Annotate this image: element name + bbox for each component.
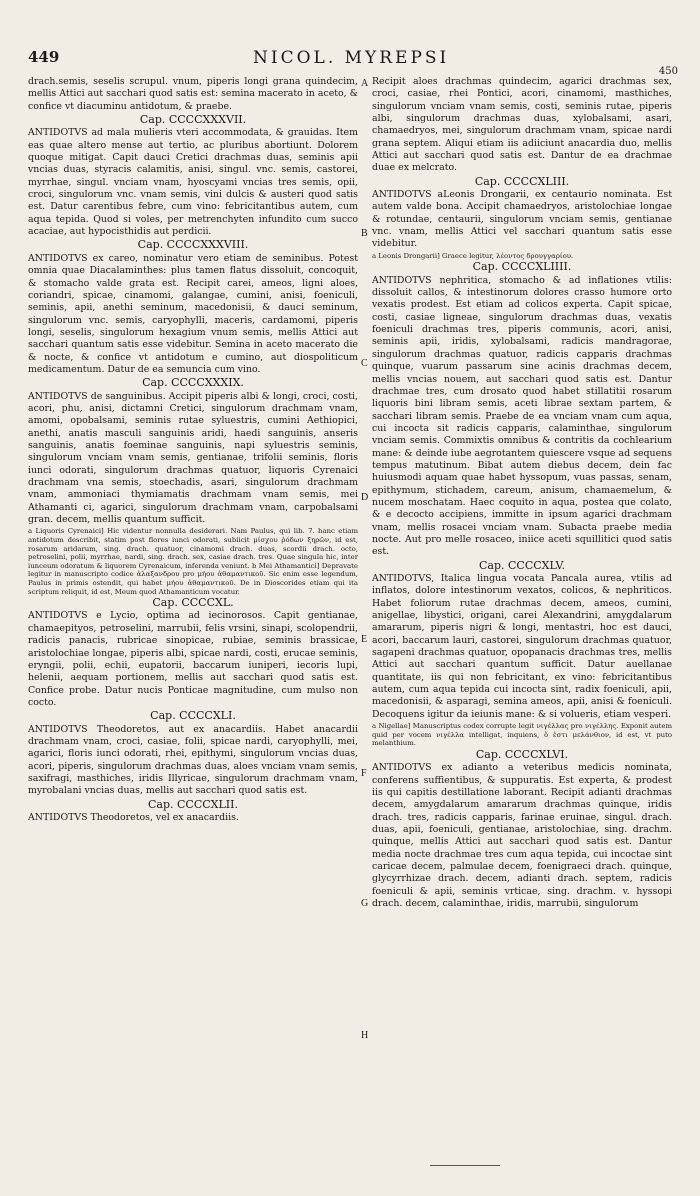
right-column: [372, 76, 672, 911]
footnote: a Nigellae] Manuscriptus codex corrupte legit νιγέλλας pro νιγέλλης. Exponit autem quid per vocem νιγέλλα intelligat, inquiens, ὅ ἐστι μελάνθιον, id est, vt puto melanthium.: [372, 722, 672, 748]
chapter-heading: Cap. CCCCXLV.: [478, 558, 566, 572]
margin-letter-a: A: [361, 78, 369, 89]
footnote: a Leonis Drongarii] Graece legitur, λέοντος δρουγγαρίου.: [372, 251, 574, 260]
running-title: NICOL. MYREPSI: [253, 48, 450, 68]
paragraph: ANTIDOTVS Theodoretos, vel ex anacardiis.: [28, 811, 239, 823]
footnote: a Liquoris Cyrenaici] Hic videntur nonnulla desiderari. Nam Paulus, qui lib. 7. hanc etiam antidotum describit, statim post flores iunci odorati, subiicit μίσχου ῥόδων ξηρῶν, id est, rosarum aridarum, sing. drach. quatuor, cinamomi drach. duas, scordii drach. octo, petroselini, polii, myrrhae, nardi, sing. drach. sex, casiae drach. tres. Quae singula hic, inter iunceum odoratum & liquorem Cyrenaicum, inferenda veniunt. b Mei Athamantici] Depravate legitur in manuscripto codice ἀλαξανδρου pro μήου ἀθαμαντικοῦ. Sic enim esse legendum, Paulus in primis ostendit, qui habet μήου ἀθαμαντικοῦ. De in Dioscorides etiam qui ita scriptum reliquit, id est, Meum quod Athamanticum vocatur.: [28, 527, 358, 596]
paragraph: ANTIDOTVS ex careo, nominatur vero etiam de seminibus. Potest omnia quae Diacalaminthes: plus tamen flatus dissoluit, concoquit, & stomacho valde grata est. Recipit carei, ameos, ligni aloes, coriandri, spicae, cinamomi, galangae, cumini, anisi, foeniculi, seminis, apii, anethi seminum, macedonisii, & dauci seminum, singulorum vnc. semis, caryophylli, maceris, cardamomi, piperis longi, seselis, singulorum hexagium vnum semis, mellis Attici aut sacchari quantum satis esse videbitur. Semina in aceto macerato die & nocte, & confice vt antidotum e cumino, aut diospoliticum medicamentum. Datur de ea semuncia cum vino.: [28, 252, 358, 375]
margin-letter-e: E: [361, 634, 368, 645]
paragraph: ANTIDOTVS, Italica lingua vocata Pancala aurea, vtilis ad inflatos, dolore intestinorum vexatos, colicos, & nephriticos. Habet foliorum rutae drachmas decem, ameos, cumini, anigellae, libystici, origani, carei Alexandrini, amygdalarum amararum, piperis nigri & longi, mentastri, hoc est dauci, acori, baccarum lauri, castorei, singulorum drachmas quatuor, sagapeni drachmas quatuor, opopanacis drachmas tres, mellis Attici aut sacchari quantum sufficit. Datur auellanae quantitate, iis qui non febricitant, ex vino: febricitantibus autem, cum aqua tepida cui incocta sint, radix foeniculi, apii, macedonisii, & asparagi, semina ameos, apii, anisi & foeniculi. Decoquens igitur da ieiunis mane: & si volueris, etiam vesperi.: [372, 573, 672, 720]
margin-letter-g: G: [361, 898, 369, 909]
margin-letter-b: B: [361, 228, 368, 239]
chapter-heading: Cap. CCCCXXXVII.: [139, 113, 247, 127]
page-number-left: 449: [28, 48, 60, 66]
chapter-heading: Cap. CCCCXLI.: [150, 709, 236, 723]
paragraph: ANTIDOTVS aLeonis Drongarii, ex centaurio nominata. Est autem valde bona. Accipit chamaedryos, aristolochiae longae & rotundae, centaurii, singulorum vnciam semis, gentianae vnc. vnam, mellis Attici vel sacchari quantum satis esse videbitur.: [372, 189, 672, 250]
paragraph: Recipit aloes drachmas quindecim, agarici drachmas sex, croci, casiae, rhei Pontici, acori, cinamomi, masthiches, singulorum vnciam vnam semis, costi, seminis rutae, piperis albi, singulorum drachmas duas, xylobalsami, asari, chamaedryos, mei, singulorum drachmam vnam, spicae nardi grana septem. Aliqui etiam iis adiiciunt anacardia duo, mellis Attici aut sacchari quod satis est. Dantur de ea drachmae duae ex melcrato.: [372, 76, 672, 174]
paragraph: ANTIDOTVS Theodoretos, aut ex anacardiis. Habet anacardii drachmam vnam, croci, casiae, folii, spicae nardi, caryophylli, mei, agarici, floris iunci odorati, rhei, epithymi, singulorum vncias duas, acori, piperis, singulorum drachmas duas, aloes vnciam vnam semis, saxifragi, masthiches, iridis Illyricae, singulorum drachmam vnam, myrobalani vncias duas, mellis aut sacchari quod satis est.: [28, 723, 358, 797]
chapter-heading: Cap. CCCCXXXVIII.: [137, 238, 249, 252]
paragraph: ANTIDOTVS nephritica, stomacho & ad inflationes vtilis: dissoluit callos, & intestinorum dolores crasso humore orto vexatis prodest. Est etiam ad colicos experta. Capit spicae, costi, casiae ligneae, singulorum drachmas duas, vexatis foeniculi drachmas tres, piperis communis, acori, anisi, seminis apii, iridis, xylobalsami, radicis mandragorae, singulorum drachmas quatuor, radicis capparis drachmas quinque, vuarum passarum sine acinis drachmas decem, mellis vncias nouem, aut sacchari quod satis est. Dantur drachmae tres, cum drosato quod habet stillatitii rosarum liquoris bini libram semis, aceti librae sextam partem, & sacchari libram semis. Praebe de ea vnciam vnam cum aqua, cui incocta sit radicis capparis, calaminthae, singulorum vnciam semis. Commixtis omnibus & contritis da cochlearium mane: & deinde iube aegrotantem quiescere vsque ad sequens tempus matutinum. Bibat autem diebus decem, dein fac huiusmodi aquam quae habet hyssopum, vuas passas, senam, epithymum, stichadem, careum, anisum, chamaemelum, & nucem moschatam. Haec coquito in aqua, postea que colato, & e decocto accipiens, immitte in ipsum agarici drachmam vnam, mellis rosacei vnciam vnam. Subacta praebe media nocte. Aut pro melle rosaceo, iniice aceti squillitici quod satis est.: [372, 274, 672, 558]
margin-letter-h: H: [361, 1030, 369, 1041]
paragraph: ANTIDOTVS ad mala mulieris vteri accommodata, & grauidas. Item eas quae altero mense aut tertio, ac pluribus abortiunt. Dolorem quoque mitigat. Capit dauci Cretici drachmas duas, seminis apii vncias duas, styracis calamitis, anisi, singul. vnc. semis, castorei, myrrhae, singul. vnciam vnam, hyoscyami vncias tres semis, opii, croci, singulorum vnc. vnam semis, vini dulcis & austeri quod satis est. Datur carentibus febre, cum vino: febricitantibus autem, cum aqua tepida. Quod si voles, per metrenchyten infundito cum succo acaciae, aut hypocisthidis aut perdicii.: [28, 127, 358, 238]
paragraph: drach.semis, seselis scrupul. vnum, piperis longi grana quindecim, mellis Attici aut sacchari quod satis est: semina macerato in aceto, & confice vt diacuminu antidotum, & praebe.: [28, 76, 358, 112]
margin-letter-c: C: [361, 358, 368, 369]
chapter-heading: Cap. CCCCXLII.: [148, 797, 238, 811]
left-column: [28, 76, 358, 825]
margin-letter-d: D: [361, 492, 369, 503]
paragraph: ANTIDOTVS ex adianto a veteribus medicis nominata, conferens suffientibus, & suppuratis. Est experta, & prodest iis qui capitis destillatione laborant. Recipit adianti drachmas decem, amygdalarum amararum drachmas quinque, iridis drach. tres, radicis capparis, farinae eruinae, singul. drach. duas, apii, foeniculi, gentianae, aristolochiae, sing. drachm. quinque, mellis Attici aut sacchari quod satis est. Dantur media nocte drachmae tres cum aqua tepida, cui incoctae sint caricae decem, palmulae decem, foenigraeci drach. quinque, glycyrrhizae drach. decem, adianti drach. septem, radicis foeniculi & apii, seminis vrticae, sing. drachm. v. hyssopi drach. decem, calaminthae, iridis, marrubii, singulorum: [372, 762, 672, 910]
chapter-heading: Cap. CCCCXLIII.: [474, 174, 570, 188]
paragraph: ANTIDOTVS e Lycio, optima ad iecinorosos. Capit gentianae, chamaepityos, petroselini, marrubii, felis vrsini, sinapi, scolopendrii, radicis panacis, rubricae sinopicae, rubiae, seminis brassicae, aristolochiae longae, piperis albi, spicae nardi, costi, erucae seminis, eryngii, polii, echii, eupatorii, baccarum iuniperi, iecoris lupi, helenii, aequam portionem, mellis aut sacchari quod satis est. Confice probe. Datur nucis Ponticae magnitudine, cum mulso non cocto.: [28, 610, 358, 708]
chapter-heading: Cap. CCCCXLIIII.: [472, 260, 572, 274]
chapter-heading: Cap. CCCCXXXIX.: [142, 376, 244, 390]
running-header: [28, 48, 678, 77]
paragraph: ANTIDOTVS de sanguinibus. Accipit piperis albi & longi, croci, costi, acori, phu, anisi, dictamni Cretici, singulorum drachmam vnam, amomi, opobalsami, seminis rutae syluestris, cumini Aethiopici, anethi, anatis masculi sanguinis aridi, haedi sanguinis, anseris sanguinis, anatis foeminae sanguinis, napi syluestris seminis, singulorum vnciam vnam semis, gentianae, trifolii seminis, floris iunci odorati, singulorum drachmas quatuor, liquoris Cyrenaici drachmam vna semis, stoechadis, asari, singulorum drachmam vnam, ammoniaci thymiamatis drachmam vnam semis, mei Athamanti ci, agarici, singulorum drachmam vnam, carpobalsami gran. decem, mellis quantum sufficit.: [28, 390, 358, 526]
chapter-heading: Cap. CCCCXLVI.: [475, 747, 569, 761]
page-number-right: 450: [658, 66, 678, 77]
chapter-heading: Cap. CCCCXL.: [152, 596, 234, 610]
margin-letter-f: F: [361, 768, 367, 779]
bottom-rule: [430, 1165, 500, 1166]
